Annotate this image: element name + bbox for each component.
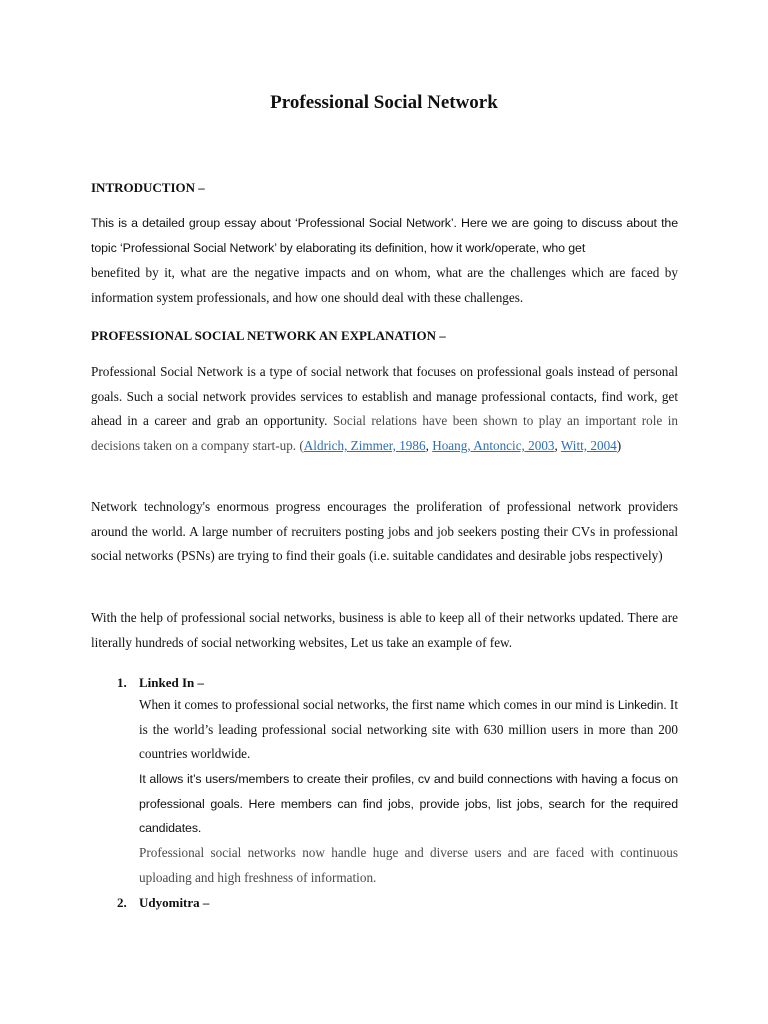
citation-hoang-antoncic-link[interactable]: Hoang, Antoncic, 2003 <box>432 437 555 453</box>
explanation-gray-text: Social relations have been shown to play an important role in decisions taken on a company start-up. ( <box>91 413 678 453</box>
list-item-linked-in-title: Linked In – <box>139 675 205 690</box>
linked-in-paragraph-2: It allows it’s users/members to create their profiles, cv and build connections with having a focus on professional goals. Here members can find jobs, provide jobs, list jobs, search for the required candidates. <box>139 772 678 836</box>
list-number-2: 2. <box>117 895 127 910</box>
page-title: Professional Social Network <box>270 92 498 113</box>
introduction-heading: INTRODUCTION – <box>91 180 205 195</box>
citation-close: ) <box>616 437 622 453</box>
citation-separator: , <box>554 437 561 453</box>
linked-in-paragraph-3: Professional social networks now handle huge and diverse users and are faced with continuous uploading and high freshness of information. <box>139 845 678 885</box>
intro-paragraph-part1: This is a detailed group essay about ‘Professional Social Network’. Here we are going to discuss about the topic ‘Professional Social Network’ by elaborating its definition, how it work/operate, who get <box>91 216 678 255</box>
citation-aldrich-zimmer-link[interactable]: Aldrich, Zimmer, 1986 <box>303 437 426 453</box>
explanation-paragraph-1 <box>91 360 678 458</box>
explanation-heading: PROFESSIONAL SOCIAL NETWORK AN EXPLANATION – <box>91 328 446 343</box>
citation-witt-link[interactable]: Witt, 2004 <box>560 437 617 453</box>
citation-separator: , <box>425 437 433 453</box>
linked-in-paragraph-1 <box>139 693 678 767</box>
list-item-udyomitra-title: Udyomitra – <box>139 895 210 910</box>
list-number-1: 1. <box>117 675 127 690</box>
explanation-paragraph-2: Network technology's enormous progress encourages the proliferation of professional network providers around the world. A large number of recruiters posting jobs and job seekers posting their CVs in professional social networks (PSNs) are trying to find their goals (i.e. suitable candidates and desirable jobs respectively) <box>91 499 678 564</box>
explanation-paragraph-3: With the help of professional social networks, business is able to keep all of their networks updated. There are literally hundreds of social networking websites, Let us take an example of few. <box>91 610 678 650</box>
linked-in-rest-text: It is the world’s leading professional social networking site with 630 million users in more than 200 countries worldwide. <box>139 697 678 762</box>
linkedin-name-text: Linkedin. <box>617 698 667 712</box>
explanation-text: Professional Social Network is a type of social network that focuses on professional goals instead of personal goals. Such a social network provides services to establish and manage professional contacts, find work, get ahead in a career and grab an opportunity. <box>91 364 678 429</box>
intro-paragraph-part2: benefited by it, what are the negative impacts and on whom, what are the challenges which are faced by information system professionals, and how one should deal with these challenges. <box>91 265 678 305</box>
linked-in-intro-text: When it comes to professional social networks, the first name which comes in our mind is <box>139 697 615 712</box>
